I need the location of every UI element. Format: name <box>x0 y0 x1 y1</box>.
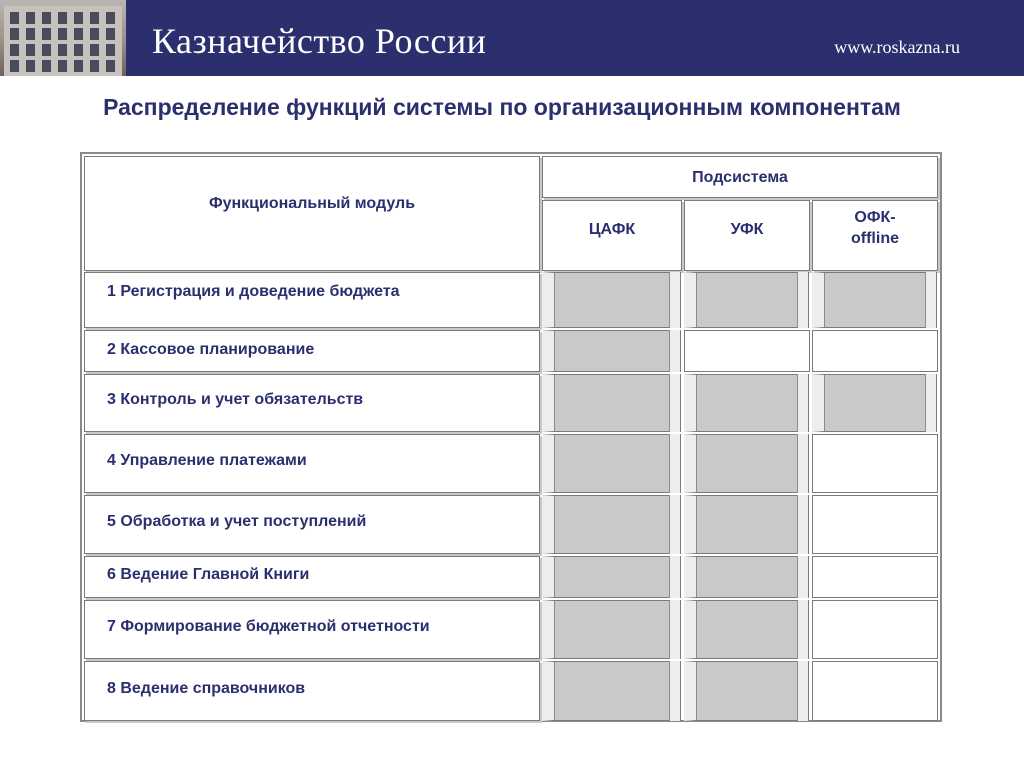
shaded-cell <box>684 556 798 598</box>
empty-cell <box>812 434 938 493</box>
shaded-cell <box>812 272 926 328</box>
table-row <box>84 556 540 598</box>
shaded-cell <box>684 272 798 328</box>
header-title: Казначейство России <box>152 21 487 61</box>
building-window <box>26 44 35 56</box>
shaded-cell <box>684 600 798 659</box>
building-window <box>26 60 35 72</box>
building-window <box>10 28 19 40</box>
building-window <box>106 44 115 56</box>
building-window <box>106 60 115 72</box>
row-label: 5 Обработка и учет поступлений <box>107 513 367 530</box>
row-label: 8 Ведение справочников <box>107 680 306 697</box>
module-header-cell <box>84 156 540 271</box>
building-window <box>74 12 83 24</box>
building-photo <box>0 0 126 76</box>
column-header-label: ЦАФК <box>588 221 636 238</box>
shaded-cell <box>542 330 670 372</box>
function-table <box>80 152 942 722</box>
column-header-label: ОФК-offline <box>851 209 899 247</box>
column-header-ufk <box>684 200 810 271</box>
building-window <box>58 12 67 24</box>
building-window <box>106 28 115 40</box>
header-bar <box>0 0 1024 76</box>
building-window <box>58 44 67 56</box>
empty-cell <box>812 661 938 721</box>
building-window <box>42 28 51 40</box>
building-window <box>10 44 19 56</box>
shaded-cell <box>684 374 798 432</box>
building-window <box>42 44 51 56</box>
empty-cell <box>684 330 810 372</box>
building-window <box>90 44 99 56</box>
row-label: 6 Ведение Главной Книги <box>107 566 310 583</box>
empty-cell <box>812 330 938 372</box>
shaded-cell <box>812 374 926 432</box>
row-label: 7 Формирование бюджетной отчетности <box>107 618 430 635</box>
building-window <box>74 44 83 56</box>
column-header-cafk <box>542 200 682 271</box>
shaded-cell <box>542 434 670 493</box>
row-label: 1 Регистрация и доведение бюджета <box>107 283 400 300</box>
building-window <box>10 12 19 24</box>
empty-cell <box>812 495 938 554</box>
building-window <box>58 28 67 40</box>
building-window <box>106 12 115 24</box>
slide-title: Распределение функций системы по организационным компонентам <box>103 94 901 120</box>
building-window <box>74 28 83 40</box>
shaded-cell <box>684 495 798 554</box>
table-row <box>84 600 540 659</box>
table-row <box>84 374 540 432</box>
building-window <box>26 12 35 24</box>
table-row <box>84 434 540 493</box>
building-window <box>42 12 51 24</box>
row-label: 3 Контроль и учет обязательств <box>107 391 364 408</box>
empty-cell <box>812 600 938 659</box>
subsystem-header: Подсистема <box>692 169 788 186</box>
row-label: 4 Управление платежами <box>107 452 307 469</box>
shaded-cell <box>542 495 670 554</box>
building-window <box>74 60 83 72</box>
module-header: Функциональный модуль <box>208 195 416 212</box>
shaded-cell <box>684 661 798 721</box>
shaded-cell <box>542 272 670 328</box>
building-window <box>26 28 35 40</box>
building-window <box>42 60 51 72</box>
building-window <box>90 28 99 40</box>
building-window <box>90 12 99 24</box>
header-url[interactable]: www.roskazna.ru <box>834 37 960 57</box>
shaded-cell <box>542 600 670 659</box>
shaded-cell <box>684 434 798 493</box>
table-row <box>84 272 540 328</box>
building-window <box>58 60 67 72</box>
table-row <box>84 661 540 721</box>
shaded-cell <box>542 556 670 598</box>
shaded-cell <box>542 374 670 432</box>
column-header-label: УФК <box>730 221 764 238</box>
row-label: 2 Кассовое планирование <box>107 341 315 358</box>
column-header-ofk <box>812 200 938 271</box>
building-window <box>10 60 19 72</box>
table-row <box>84 330 540 372</box>
shaded-cell <box>542 661 670 721</box>
building-window <box>90 60 99 72</box>
table-row <box>84 495 540 554</box>
subsystem-header-cell <box>542 156 938 198</box>
empty-cell <box>812 556 938 598</box>
